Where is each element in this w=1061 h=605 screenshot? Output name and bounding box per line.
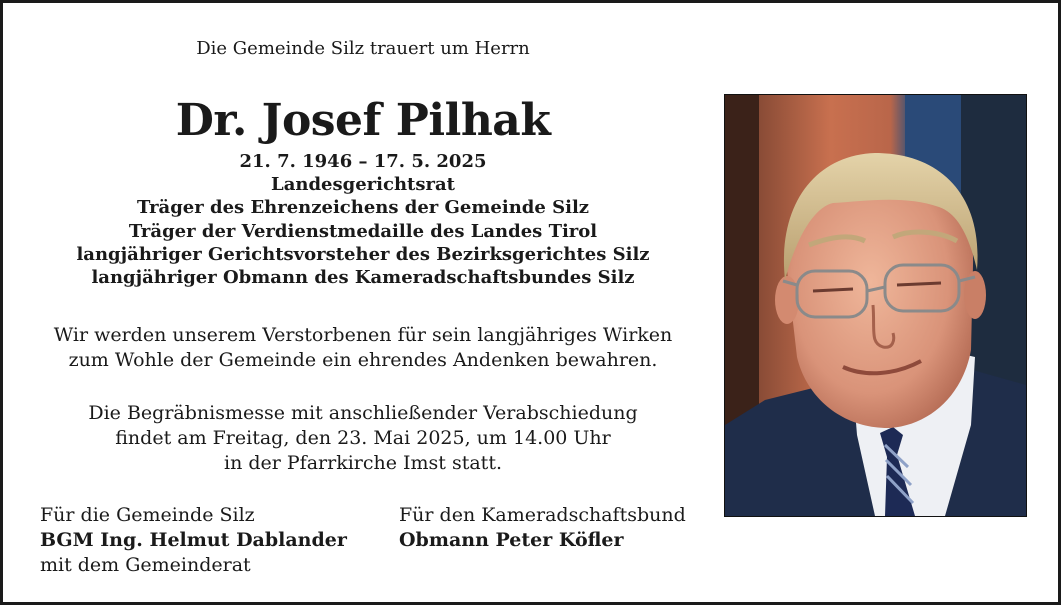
deceased-name: Dr. Josef Pilhak <box>175 95 551 146</box>
titles-block <box>33 150 693 289</box>
funeral-line: Die Begräbnismesse mit anschließender Verabschiedung <box>88 402 638 424</box>
portrait-illustration <box>725 95 1026 516</box>
portrait-photo <box>724 94 1027 517</box>
intro-line: Die Gemeinde Silz trauert um Herrn <box>196 38 530 59</box>
signature-municipality <box>40 503 347 578</box>
tribute-line: zum Wohle der Gemeinde ein ehrendes Andenken bewahren. <box>68 349 658 371</box>
title-line: Landesgerichtsrat <box>271 174 455 196</box>
tribute-line: Wir werden unserem Verstorbenen für sein langjähriges Wirken <box>53 324 673 346</box>
signature-person: BGM Ing. Helmut Dablander <box>40 529 347 551</box>
tribute-paragraph <box>33 323 693 373</box>
title-line: langjähriger Obmann des Kameradschaftsbundes Silz <box>91 267 635 289</box>
signature-org: Für den Kameradschaftsbund <box>399 504 686 526</box>
title-line: langjähriger Gerichtsvorsteher des Bezirksgerichtes Silz <box>76 243 650 265</box>
title-line: Träger des Ehrenzeichens der Gemeinde Silz <box>136 197 590 219</box>
life-dates: 21. 7. 1946 – 17. 5. 2025 <box>239 151 487 172</box>
signature-extra: mit dem Gemeinderat <box>40 554 251 576</box>
funeral-line: in der Pfarrkirche Imst statt. <box>224 452 502 474</box>
funeral-paragraph <box>33 401 693 476</box>
signature-org: Für die Gemeinde Silz <box>40 504 255 526</box>
signature-association <box>399 503 686 553</box>
funeral-line: findet am Freitag, den 23. Mai 2025, um 14.00 Uhr <box>115 427 611 449</box>
title-line: Träger der Verdienstmedaille des Landes Tirol <box>128 220 598 242</box>
signature-person: Obmann Peter Köfler <box>399 529 624 551</box>
